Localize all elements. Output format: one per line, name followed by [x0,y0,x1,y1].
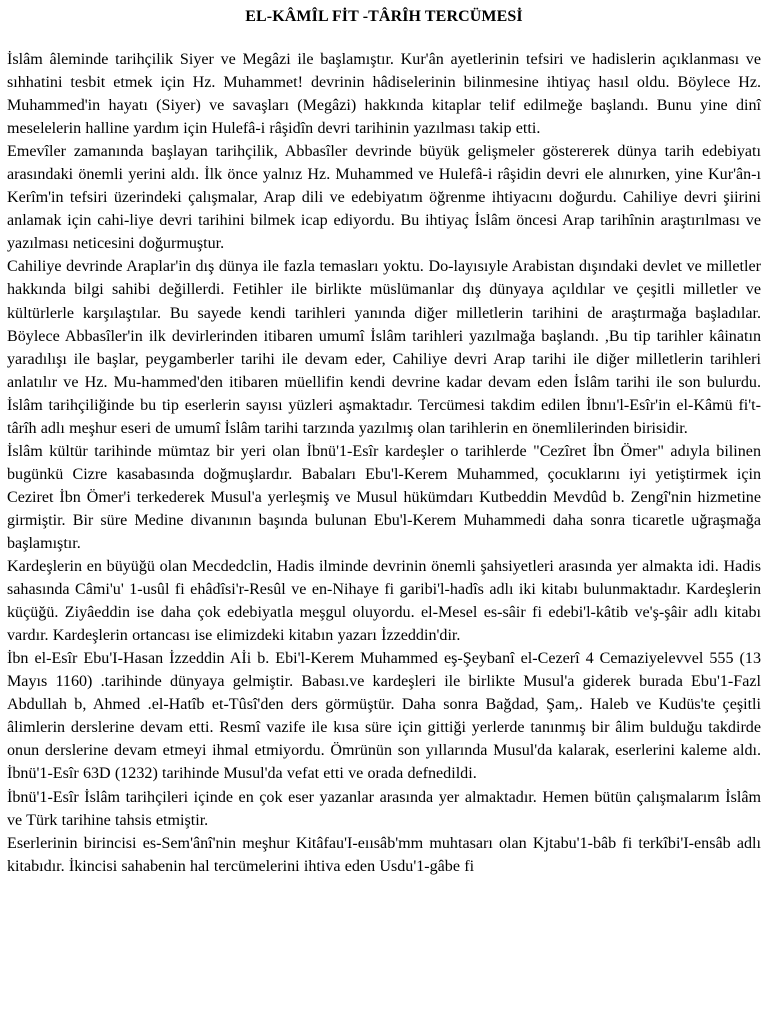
document-page [7,6,761,878]
paragraph-7: İbnü'1-Esîr İslâm tarihçileri içinde en çok eser yazanlar arasında yer almaktadır. Hemen bütün çalışmalarım İslâm ve Türk tarihine tahsis etmiştir. [7,788,761,829]
paragraph-4: İslâm kültür tarihinde mümtaz bir yeri olan İbnü'1-Esîr kardeşler o tarihlerde "Cezîret İbn Ömer" adıyla bilinen bugünkü Cizre kasabasında doğmuşlardır. Babaları Ebu'l-Kerem Muhammed, çocuklarını iyi yetiştirmek için Ceziret İbn Ömer'i terkederek Musul'a yerleşmiş ve Musul hükümdarı Kutbeddin Mevdûd b. Zengî'nin hizmetine girmiştir. Bir süre Medine divanının başında bulunan Ebu'l-Kerem Muhammedi daha sonra ticaretle uğraşmağa başlamıştır. [7,442,761,552]
paragraph-5: Kardeşlerin en büyüğü olan Mecdedclin, Hadis ilminde devrinin önemli şahsiyetleri arasında yer almakta idi. Hadis sahasında Câmi'u' 1-usûl fi ehâdîsi'r-Resûl ve en-Nihaye fi garibi'l-hadîs adlı iki kitabı bulunmaktadır. Kardeşlerin küçüğü. Ziyâeddin ise daha çok edebiyatla meşgul oluyordu. el-Mesel es-sâir fi edebi'l-kâtib ve'ş-şâir adlı kitabı vardır. Kardeşlerin ortancası ise elimizdeki kitabın yazarı İzzeddin'dir. [7,558,761,645]
paragraph-2: Emevîler zamanında başlayan tarihçilik, Abbasîler devrinde büyük gelişmeler göstererek dünya tarih edebiyatı arasındaki önemli yerini aldı. İlk önce yalnız Hz. Muhammed ve Hulefâ-i râşidin devri ele alınırken, yine Kur'ân-ı Kerîm'in tefsiri üzerindeki çalışmalar, Arap dili ve edebiyatım öğrenme ihtiyacını doğurdu. Cahiliye devri şiirini anlamak için cahi-liye devri tarihini bilmek icap ediyordu. Bu ihtiyaç İslâm öncesi Arap tarihînin araştırılması ve yazılması neticesini doğurmuştur. [7,143,761,253]
paragraph-8: Eserlerinin birincisi es-Sem'ânî'nin meşhur Kitâfau'I-eıısâb'mm muhtasarı olan Kjtabu'1-bâb fi terkîbi'I-ensâb adlı kitabıdır. İkincisi sahabenin hal tercümelerini ihtiva eden Usdu'1-gâbe fi [7,834,761,875]
paragraph-3: Cahiliye devrinde Araplar'in dış dünya ile fazla temasları yoktu. Do-layısıyle Arabistan dışındaki devlet ve milletler hakkında bilgi sahibi değillerdi. Fetihler ile birlikte müslümanlar dış dünyaya açıldılar ve çeşitli milletler ve kültürlerle karşılaştılar. Bu sayede kendi tarihleri yanında diğer milletlerin tarihini de araştırmağa başladılar. Böylece Abbasîler'in ilk devirlerinden itibaren umumî İslâm tarihleri yazılmağa başlandı. ,Bu tip tarihler kâinatın yaradılışı ile başlar, peygamberler tarihi ile devam eder, Cahiliye devri Arap tarihi ile diğer milletlerin tarihleri anlatılır ve Hz. Mu-hammed'den itibaren müellifin kendi devrine kadar devam eden İslâm tarihi ile son bulurdu. İslâm tarihçiliğinde bu tip eserlerin sayısı yüzleri aşmaktadır. Tercümesi takdim edilen İbnıı'l-Esîr'in el-Kâmü fi't-târîh adlı meşhur eseri de umumî İslâm tarihi tarzında yazılmış olan tarihlerin en önemlilerinden birisidir. [7,258,761,437]
paragraph-1: İslâm âleminde tarihçilik Siyer ve Megâzi ile başlamıştır. Kur'ân ayetlerinin tefsiri ve hadislerin açıklanması ve sıhhatini tesbit etmek için Hz. Muhammet! devrinin hâdiselerinin bilinmesine ihtiyaç hasıl oldu. Böylece Hz. Muhammed'in hayatı (Siyer) ve savaşları (Megâzi) hakkında kitaplar telif edilmeğe başlandı. Bunu yine dinî meselelerin halline yardım için Hulefâ-i râşidîn devri tarihinin yazılması takip etti. [7,51,761,138]
paragraph-6: İbn el-Esîr Ebu'I-Hasan İzzeddin Aİi b. Ebi'l-Kerem Muhammed eş-Şeybanî el-Cezerî 4 Cemaziyelevvel 555 (13 Mayıs 1160) .tarihinde dünyaya gelmiştir. Babası.ve kardeşleri ile birlikte Musul'a giderek burada Ebu'1-Fazl Abdullah b, Ahmed .el-Hatîb et-Tûsî'den ders görmüştür. Daha sonra Bağdad, Şam,. Haleb ve Kudüs'te çeşitli âlimlerin derslerine devam etti. Resmî vazife ile kısa süre için gittiği yerlerde tanınmış bir âlim bulduğu takdirde onun derslerine devam etmeyi ihmal etmiyordu. Ömrünün son yıllarında Musul'da kalarak, eserlerini kaleme aldı. İbnü'1-Esîr 63D (1232) tarihinde Musul'da vefat etti ve orada defnedildi. [7,650,761,783]
document-title: EL-KÂMÎL FİT -TÂRÎH TERCÜMESİ [245,8,523,25]
